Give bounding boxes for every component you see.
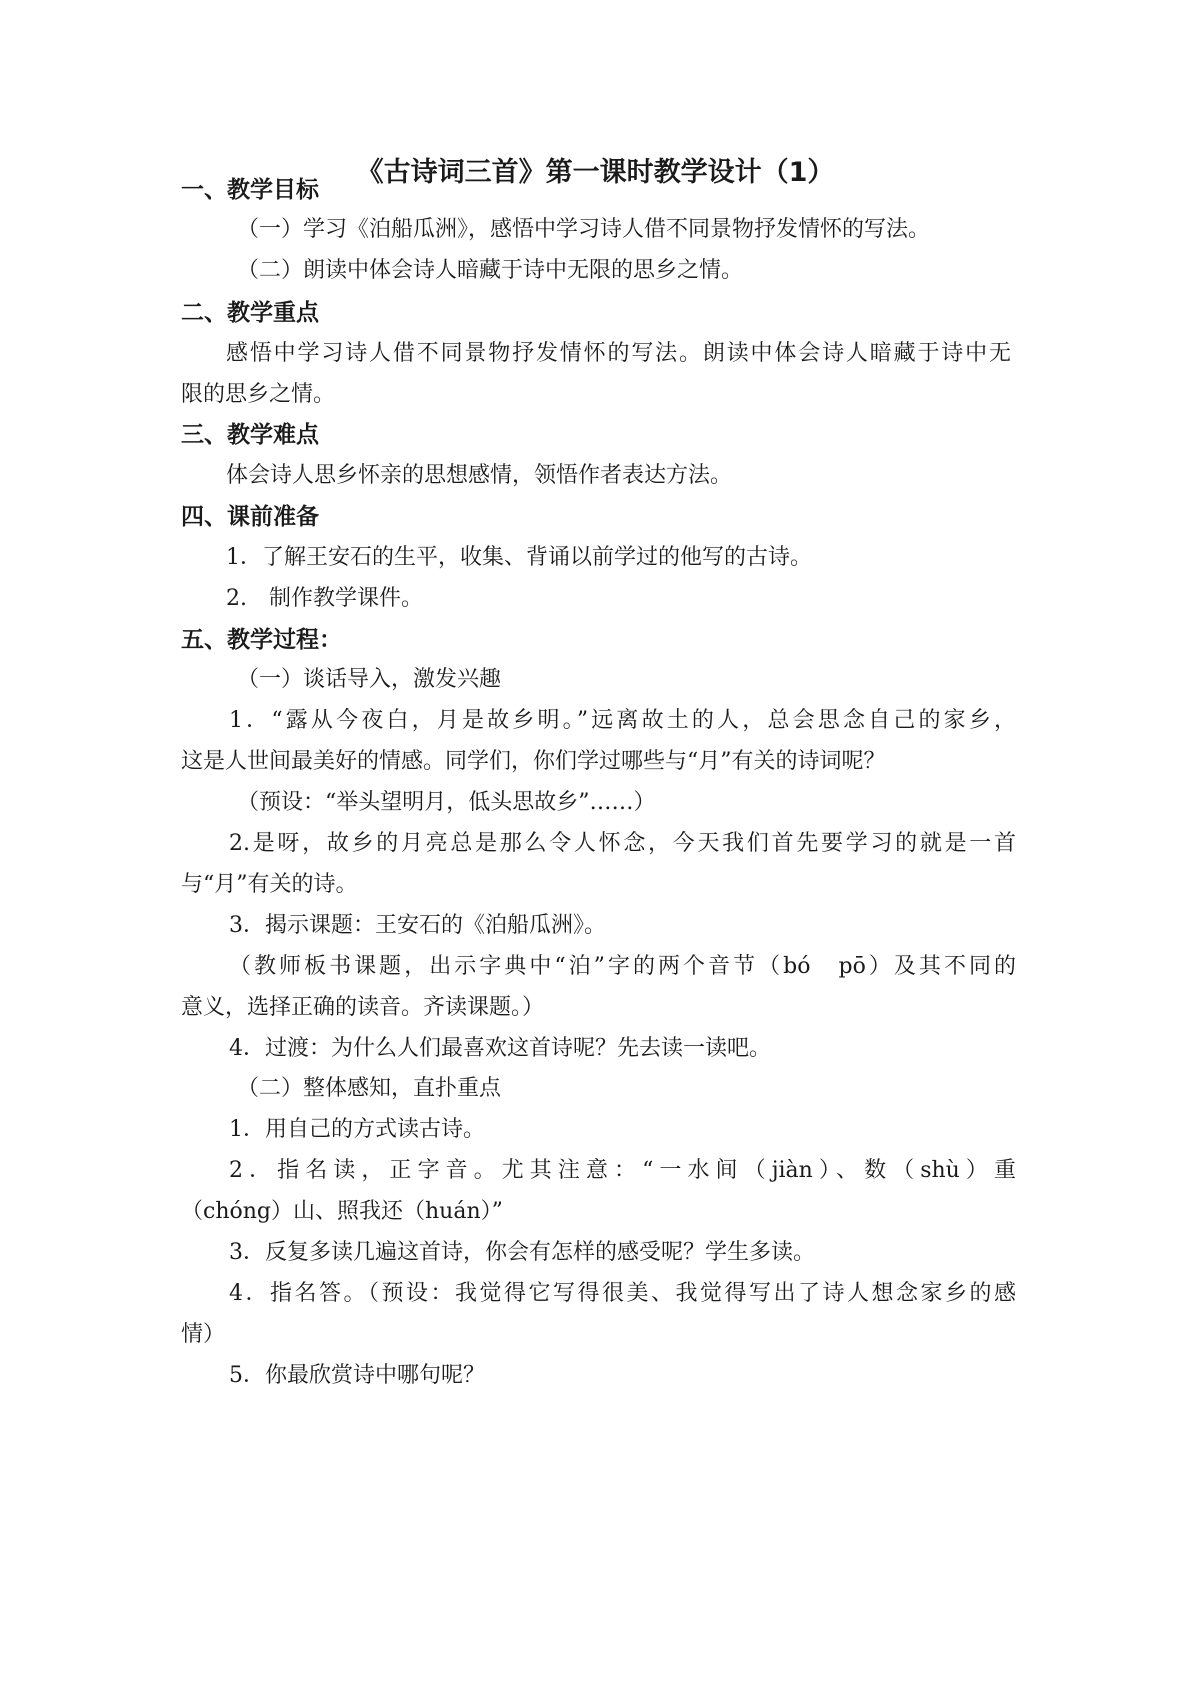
reading-step-4-line-2: 情） <box>181 1322 226 1347</box>
heading-teaching-goals: 一、教学目标 <box>181 177 319 203</box>
process-subheading-1: （一）谈话导入，激发兴趣 <box>237 667 502 692</box>
difficulties-text: 体会诗人思乡怀亲的思想感情，领悟作者表达方法。 <box>226 463 733 488</box>
document-title: 《古诗词三首》第一课时教学设计（1） <box>356 157 835 188</box>
key-points-line-2: 限的思乡之情。 <box>181 382 336 407</box>
process-step-2-line-1: 2.是呀，故乡的月亮总是那么令人怀念，今天我们首先要学习的就是一首 <box>229 831 1016 856</box>
process-step-4: 4．过渡：为什么人们最喜欢这首诗呢？先去读一读吧。 <box>229 1036 771 1061</box>
process-step-2-line-2: 与“月”有关的诗。 <box>181 872 358 897</box>
process-step-1-preset: （预设：“举头望明月，低头思故乡”……） <box>237 790 656 815</box>
process-subheading-2: （二）整体感知，直扑重点 <box>237 1076 502 1101</box>
reading-step-1: 1．用自己的方式读古诗。 <box>229 1117 485 1142</box>
heading-process: 五、教学过程： <box>181 627 342 653</box>
heading-difficulties: 三、教学难点 <box>181 422 319 448</box>
heading-key-points: 二、教学重点 <box>181 300 319 326</box>
heading-preparation: 四、课前准备 <box>181 504 319 530</box>
process-step-1-line-2: 这是人世间最美好的情感。同学们，你们学过哪些与“月”有关的诗词呢？ <box>181 749 886 774</box>
process-step-3: 3．揭示课题：王安石的《泊船瓜洲》。 <box>229 913 606 938</box>
goal-1: （一）学习《泊船瓜洲》，感悟中学习诗人借不同景物抒发情怀的写法。 <box>237 217 931 242</box>
key-points-line-1: 感悟中学习诗人借不同景物抒发情怀的写法。朗读中体会诗人暗藏于诗中无 <box>226 341 1011 366</box>
goal-2: （二）朗读中体会诗人暗藏于诗中无限的思乡之情。 <box>237 258 744 283</box>
reading-step-5: 5．你最欣赏诗中哪句呢？ <box>229 1363 485 1388</box>
process-step-3-note-line-1: （教师板书课题，出示字典中“泊”字的两个音节（bó pō）及其不同的 <box>229 954 1016 979</box>
reading-step-4-line-1: 4．指名答。（预设：我觉得它写得很美、我觉得写出了诗人想念家乡的感 <box>229 1281 1016 1306</box>
reading-step-3: 3．反复多读几遍这首诗，你会有怎样的感受呢？学生多读。 <box>229 1240 815 1265</box>
reading-step-2-line-1: 2．指名读，正字音。尤其注意：“一水间（jiàn）、数（shù）重 <box>229 1158 1016 1183</box>
process-step-1-line-1: 1．“露从今夜白，月是故乡明。”远离故土的人，总会思念自己的家乡， <box>229 708 1016 733</box>
reading-step-2-line-2: （chóng）山、照我还（huán）” <box>181 1199 503 1224</box>
preparation-item-2: 2. 制作教学课件。 <box>226 586 423 611</box>
process-step-3-note-line-2: 意义，选择正确的读音。齐读课题。） <box>181 995 545 1020</box>
preparation-item-1: 1．了解王安石的生平，收集、背诵以前学过的他写的古诗。 <box>226 545 812 570</box>
